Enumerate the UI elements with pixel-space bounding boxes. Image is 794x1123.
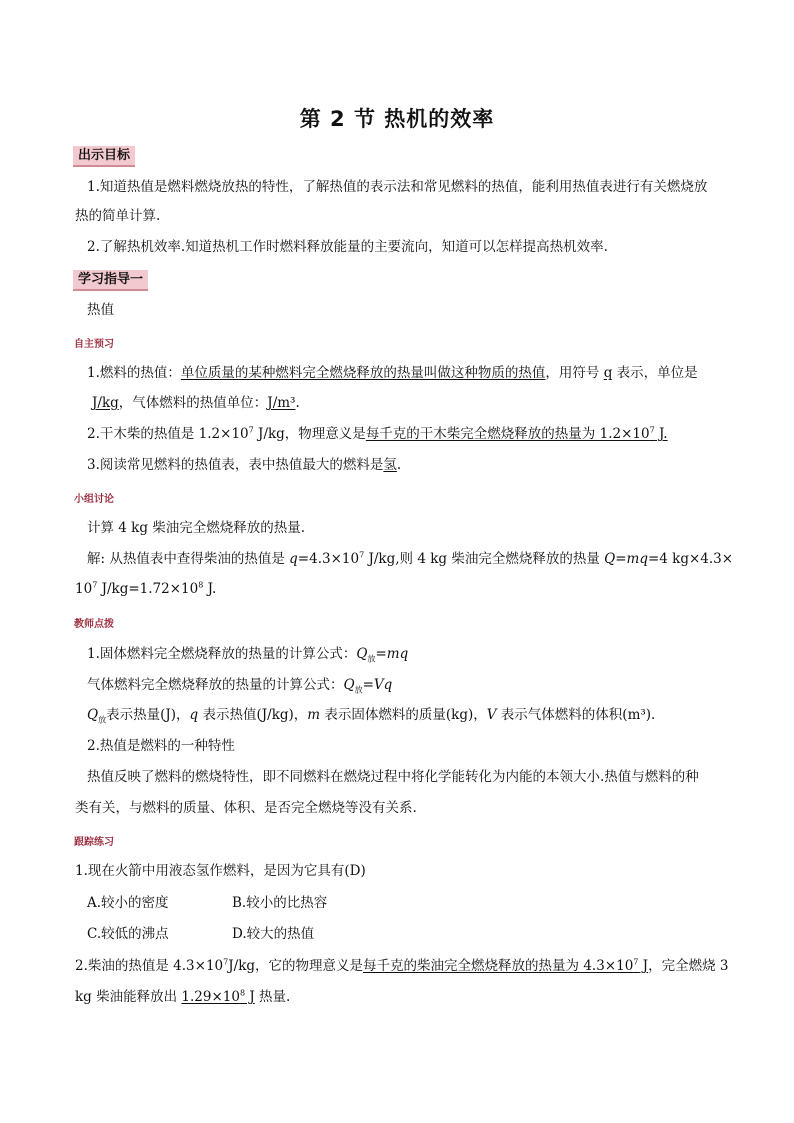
preview-1-line-a: 1.燃料的热值：单位质量的某种燃料完全燃烧释放的热量叫做这种物质的热值，用符号 q 表示，单位是 — [87, 365, 698, 381]
goal-1-line-a: 1.知道热值是燃料燃烧放热的特性，了解热值的表示法和常见燃料的热值，能利用热值表进行有关燃烧放 — [87, 179, 708, 195]
preview-1-line-b: J/kg，气体燃料的热值单位：J/m³. — [92, 395, 300, 411]
preview-2: 2.干木柴的热值是 $1.2\times 10^7$ J/kg，物理意义是每千克的干木柴完全燃烧释放的热量为 $1.2\times 10^7$ J. — [87, 425, 668, 442]
exercise-1-option-b: B.较小的比热容 — [232, 895, 328, 911]
section-tag-group-discussion: 小组讨论 — [74, 494, 114, 505]
teacher-formula-gas: 气体燃料完全燃烧释放的热量的计算公式：$Q_放=Vq$ — [87, 677, 393, 695]
group-question: 计算 4 kg 柴油完全燃烧释放的热量. — [87, 520, 306, 536]
exercise-1-option-c: C.较低的沸点 — [87, 926, 169, 942]
exercise-1-option-a: A.较小的密度 — [87, 895, 169, 911]
exercise-2-line-a: 2.柴油的热值是 $4.3\times 10^7J/kg$，它的物理意义是每千克的柴油完全燃烧释放的热量为 $4.3\times 10^7$ J，完全燃烧 3 — [75, 957, 729, 974]
teacher-formula-solid: 1.固体燃料完全燃烧释放的热量的计算公式：$Q_放=mq$ — [87, 646, 409, 664]
section-tag-guide-1: 学习指导一 — [73, 270, 148, 291]
page-title: 第 2 节 热机的效率 — [299, 107, 495, 131]
section-tag-follow-practice: 跟踪练习 — [74, 837, 114, 848]
group-solution-line-b: $10^7$ $J/kg=1.72\times 10^8$ J. — [75, 580, 217, 597]
section-tag-self-preview: 自主预习 — [74, 339, 114, 350]
topic-heading: 热值 — [87, 302, 114, 318]
exercise-1-question: 1.现在火箭中用液态氢作燃料，是因为它具有(D) — [75, 863, 366, 879]
goal-2: 2.了解热机效率.知道热机工作时燃料释放能量的主要流向，知道可以怎样提高热机效率. — [87, 239, 608, 255]
section-tag-teacher-tips: 教师点拨 — [74, 619, 114, 630]
teacher-paragraph-line-b: 类有关，与燃料的质量、体积、是否完全燃烧等没有关系. — [75, 800, 417, 816]
exercise-1-option-d: D.较大的热值 — [232, 926, 315, 942]
group-solution-line-a: 解: 从热值表中查得柴油的热值是 $q=4.3\times 10^7$ J/kg,则 4 kg 柴油完全燃烧释放的热量 Q=mq=4 kg×4.3× — [87, 550, 734, 567]
section-tag-goals: 出示目标 — [73, 146, 135, 167]
exercise-2-line-b: kg 柴油能释放出 $1.29\times 10^8$ J 热量. — [75, 988, 291, 1005]
preview-3: 3.阅读常见燃料的热值表，表中热值最大的燃料是氢. — [87, 457, 402, 473]
teacher-point-2: 2.热值是燃料的一种特性 — [87, 738, 235, 754]
goal-1-line-b: 热的简单计算. — [75, 208, 161, 224]
teacher-paragraph-line-a: 热值反映了燃料的燃烧特性，即不同燃料在燃烧过程中将化学能转化为内能的本领大小.热值与燃料的种 — [87, 769, 699, 785]
teacher-symbols: $Q_放$表示热量(J)，q 表示热值(J/kg)，m 表示固体燃料的质量(kg)，V 表示气体燃料的体积(m³). — [87, 707, 656, 725]
